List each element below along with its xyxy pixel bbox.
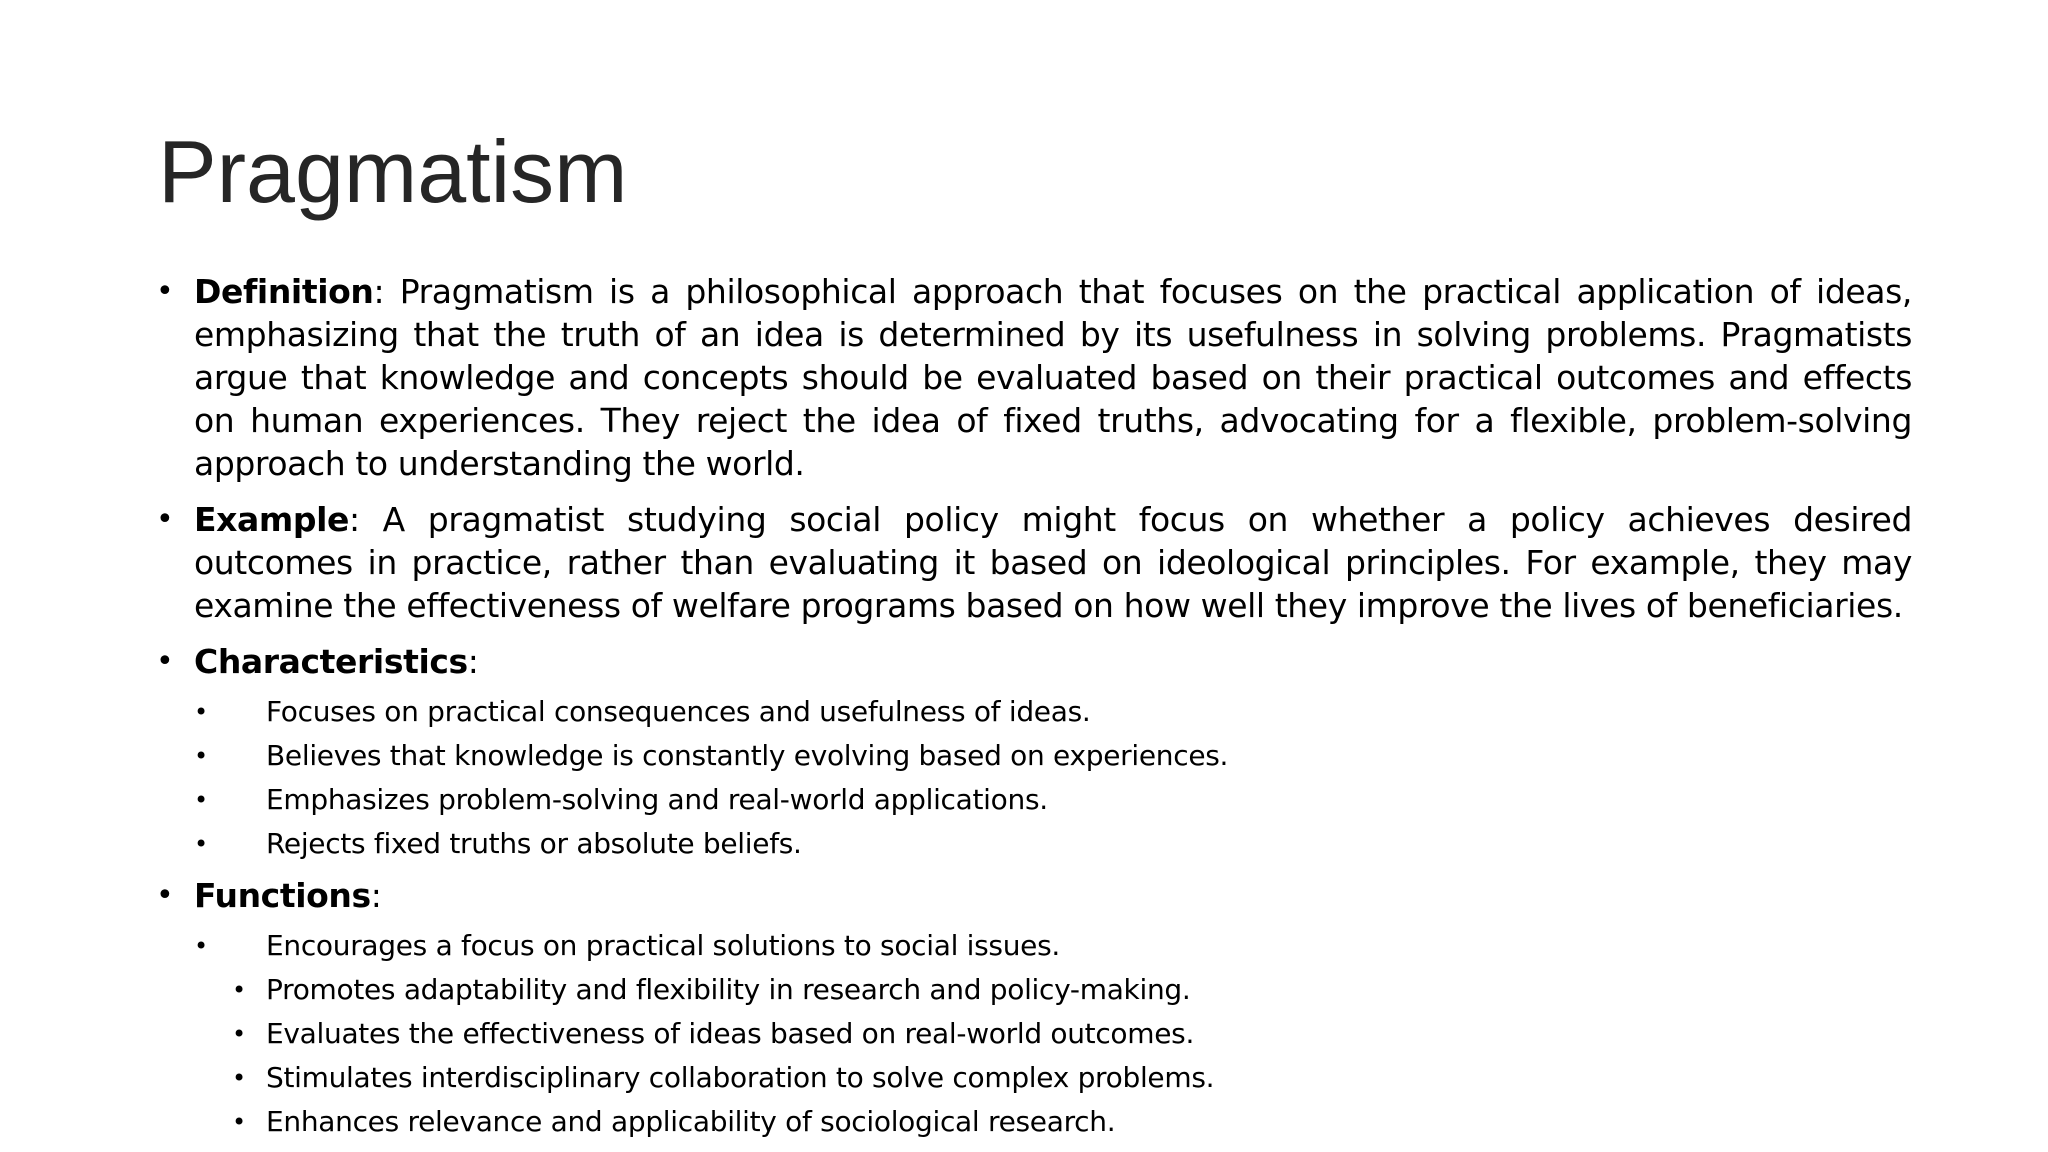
bullet-marker: • (232, 1064, 246, 1092)
bullet-marker: • (194, 786, 208, 814)
characteristics-list (152, 690, 1912, 866)
characteristics-colon: : (467, 642, 479, 681)
slide-title: Pragmatism (158, 122, 628, 221)
characteristics-label: Characteristics (194, 642, 468, 681)
example-text: : A pragmatist studying social policy might focus on whether a policy achieves desired outcomes in practice, rather than evaluating it based on ideological principles. For example, they may examine the effectiveness of welfare programs based on how well they improve the lives of beneficiaries. (194, 500, 1912, 625)
list-item-text: Focuses on practical consequences and usefulness of ideas. (266, 695, 1091, 728)
bullet-marker: • (232, 1108, 246, 1136)
list-item-text: Promotes adaptability and flexibility in research and policy-making. (266, 973, 1191, 1006)
list-item-text: Evaluates the effectiveness of ideas based on real-world outcomes. (266, 1017, 1195, 1050)
bullet-marker: • (156, 502, 174, 537)
list-item-text: Enhances relevance and applicability of sociological research. (266, 1105, 1116, 1138)
list-item (152, 924, 1912, 968)
list-item-text: Encourages a focus on practical solutions to social issues. (266, 929, 1060, 962)
definition-bullet (152, 270, 1912, 485)
bullet-marker: • (232, 1020, 246, 1048)
list-item-text: Stimulates interdisciplinary collaboration to solve complex problems. (266, 1061, 1215, 1094)
bullet-marker: • (156, 644, 174, 679)
characteristics-bullet (152, 640, 1912, 683)
functions-bullet (152, 874, 1912, 917)
bullet-marker: • (194, 698, 208, 726)
bullet-marker: • (194, 742, 208, 770)
list-item (152, 1012, 1912, 1056)
functions-colon: : (370, 876, 382, 915)
functions-list (152, 924, 1912, 1144)
list-item (152, 1056, 1912, 1100)
definition-label: Definition (194, 272, 374, 311)
functions-label: Functions (194, 876, 371, 915)
bullet-marker: • (232, 976, 246, 1004)
list-item-text: Rejects fixed truths or absolute beliefs. (266, 827, 802, 860)
definition-text: : Pragmatism is a philosophical approach that focuses on the practical application of ideas, emphasizing that the truth of an idea is determined by its usefulness in solving problems. Pragmatists argue that knowledge and concepts should be evaluated based on their practical outcomes and effects on human experiences. They reject the idea of fixed truths, advocating for a flexible, problem-solving approach to understanding the world. (194, 272, 1912, 483)
list-item (152, 734, 1912, 778)
list-item (152, 1100, 1912, 1144)
bullet-marker: • (156, 274, 174, 309)
bullet-marker: • (156, 878, 174, 913)
example-label: Example (194, 500, 349, 539)
list-item (152, 968, 1912, 1012)
bullet-marker: • (194, 830, 208, 858)
example-bullet (152, 498, 1912, 627)
slide-body (152, 270, 1912, 1152)
list-item-text: Emphasizes problem-solving and real-world applications. (266, 783, 1048, 816)
list-item (152, 690, 1912, 734)
list-item (152, 822, 1912, 866)
list-item-text: Believes that knowledge is constantly evolving based on experiences. (266, 739, 1229, 772)
list-item (152, 778, 1912, 822)
bullet-marker: • (194, 932, 208, 960)
